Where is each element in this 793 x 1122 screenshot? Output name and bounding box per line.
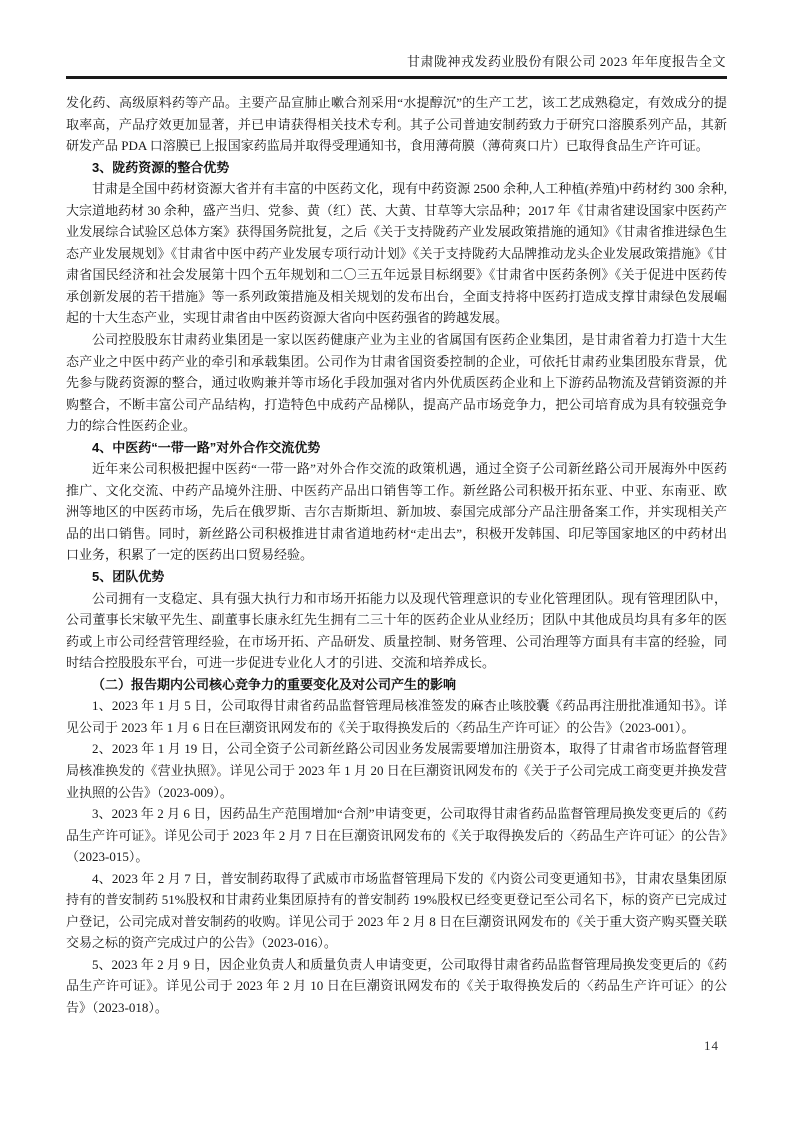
section-heading-5: 5、团队优势: [92, 569, 165, 585]
paragraph-change-item-3: 3、2023 年 2 月 6 日，因药品生产范围增加“合剂”申请变更，公司取得甘肃省药品监督管理局换发变更后的《药品生产许可证》。详见公司于 2023 年 2 月 7 日在巨潮资讯网发布的《关于取得换发后的〈药品生产许可证〉的公告》（2023-015）。: [66, 806, 727, 865]
section-heading-4: 4、中医药“一带一路”对外合作交流优势: [92, 439, 321, 455]
paragraph-longyao-1: 甘肃是全国中药材资源大省并有丰富的中医药文化，现有中药资源 2500 余种,人工种植(养殖)中药材约 300 余种,大宗道地药材 30 余种，盛产当归、党参、黄（红）芪、大黄、甘草等大宗品种；2017 年《甘肃省建设国家中医药产业发展综合试验区总体方案》获得国务院批复，之后《关于支持陇药产业发展政策措施的通知》《甘肃省推进绿色生态产业发展规划》《甘肃省中医中药产业发展专项行动计划》《关于支持陇药大品牌推动龙头企业发展政策措施》《甘肃省国民经济和社会发展第十四个五年规划和二〇三五年远景目标纲要》《甘肃省中医药条例》《关于促进中医药传承创新发展的若干措施》等一系列政策措施及相关规划的发布出台，全面支持将中医药打造成支撑甘肃绿色发展崛起的十大生态产业，实现甘肃省由中医药资源大省向中医药强省的跨越发展。: [66, 181, 727, 326]
paragraph-belt-road: 近年来公司积极把握中医药“一带一路”对外合作交流的政策机遇，通过全资子公司新丝路公司开展海外中医药推广、文化交流、中药产品境外注册、中医药产品出口销售等工作。新丝路公司积极开拓东亚、中亚、东南亚、欧洲等地区的中医药市场，先后在俄罗斯、吉尔吉斯斯坦、新加坡、泰国完成部分产品注册备案工作，并实现相关产品的出口销售。同时，新丝路公司积极推进甘肃省道地药材“走出去”，积极开发韩国、印尼等国家地区的中药材出口业务，积累了一定的医药出口贸易经验。: [66, 461, 727, 563]
paragraph-continued: 发化药、高级原料药等产品。主要产品宣肺止嗽合剂采用“水提醇沉”的生产工艺，该工艺成熟稳定，有效成分的提取率高，产品疗效更加显著，并已申请获得相关技术专利。其子公司普迪安制药致力于研究口溶膜系列产品，其新研发产品 PDA 口溶膜已上报国家药监局并取得受理通知书，食用薄荷膜（薄荷爽口片）已取得食品生产许可证。: [66, 95, 727, 154]
paragraph-change-item-2: 2、2023 年 1 月 19 日，公司全资子公司新丝路公司因业务发展需要增加注册资本，取得了甘肃省市场监督管理局核准换发的《营业执照》。详见公司于 2023 年 1 月 20 日在巨潮资讯网发布的《关于子公司完成工商变更并换发营业执照的公告》（2023-009）。: [66, 741, 727, 800]
paragraph-change-item-4: 4、2023 年 2 月 7 日，普安制药取得了武威市市场监督管理局下发的《内资公司变更通知书》，甘肃农垦集团原持有的普安制药 51%股权和甘肃药业集团原持有的普安制药 19%股权已经变更登记至公司名下，标的资产已完成过户登记，公司完成对普安制药的收购。详见公司于 2023 年 2 月 8 日在巨潮资讯网发布的《关于重大资产购买暨关联交易之标的资产完成过户的公告》（2023-016）。: [66, 870, 727, 951]
section-heading-3: 3、陇药资源的整合优势: [92, 159, 230, 175]
paragraph-change-item-1: 1、2023 年 1 月 5 日，公司取得甘肃省药品监督管理局核准签发的麻杏止咳胶囊《药品再注册批准通知书》。详见公司于 2023 年 1 月 6 日在巨潮资讯网发布的《关于取得换发后的〈药品生产许可证〉的公告》（2023-001）。: [66, 698, 727, 735]
header-divider: [66, 76, 727, 79]
paragraph-team: 公司拥有一支稳定、具有强大执行力和市场开拓能力以及现代管理意识的专业化管理团队。现有管理团队中，公司董事长宋敏平先生、副董事长康永红先生拥有二三十年的医药企业从业经历；团队中其他成员均具有多年的医药或上市公司经营管理经验，在市场开拓、产品研发、质量控制、财务管理、公司治理等方面具有丰富的经验，同时结合控股股东平台，可进一步促进专业化人才的引进、交流和培养成长。: [66, 590, 727, 671]
paragraph-longyao-2: 公司控股股东甘肃药业集团是一家以医药健康产业为主业的省属国有医药企业集团，是甘肃省着力打造十大生态产业之中医中药产业的牵引和承载集团。公司作为甘肃省国资委控制的企业，可依托甘肃药业集团股东背景，优先参与陇药资源的整合，通过收购兼并等市场化手段加强对省内外优质医药企业和上下游药品物流及营销资源的并购整合，不断丰富公司产品结构，打造特色中成药产品梯队，提高产品市场竞争力，把公司培育成为具有较强竞争力的综合性医药企业。: [66, 332, 727, 434]
section-heading-part2: （二）报告期内公司核心竞争力的重要变化及对公司产生的影响: [92, 676, 457, 692]
page-number: 14: [704, 1038, 719, 1053]
paragraph-change-item-5: 5、2023 年 2 月 9 日，因企业负责人和质量负责人申请变更，公司取得甘肃省药品监督管理局换发变更后的《药品生产许可证》。详见公司于 2023 年 2 月 10 日在巨潮资讯网发布的《关于取得换发后的〈药品生产许可证〉的公告》（2023-018）。: [66, 956, 727, 1015]
report-header-title: 甘肃陇神戎发药业股份有限公司 2023 年年度报告全文: [406, 54, 726, 69]
report-body: [66, 92, 727, 1019]
